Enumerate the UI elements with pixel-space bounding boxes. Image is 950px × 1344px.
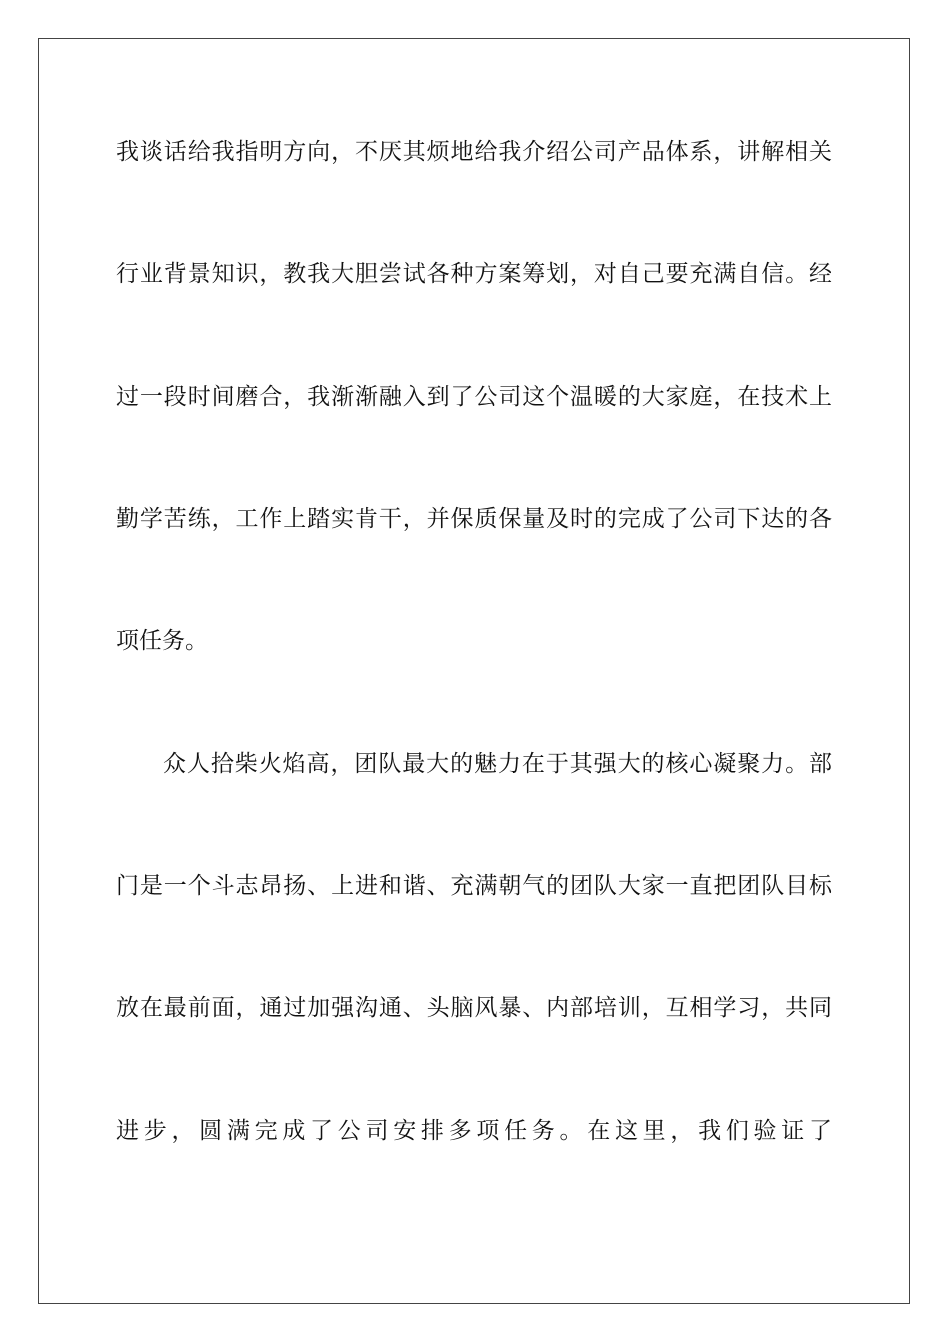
text-line: 我谈话给我指明方向，不厌其烦地给我介绍公司产品体系，讲解相关 <box>116 139 832 165</box>
text-line: 放在最前面，通过加强沟通、头脑风暴、内部培训，互相学习，共同 <box>116 995 832 1021</box>
text-line: 过一段时间磨合，我渐渐融入到了公司这个温暖的大家庭，在技术上 <box>116 384 832 410</box>
text-line: 门是一个斗志昂扬、上进和谐、充满朝气的团队大家一直把团队目标 <box>116 873 832 899</box>
text-line: 行业背景知识，教我大胆尝试各种方案筹划，对自己要充满自信。经 <box>116 261 832 287</box>
paragraph-first-line: 众人拾柴火焰高，团队最大的魅力在于其强大的核心凝聚力。部 <box>163 751 832 777</box>
text-line: 项任务。 <box>116 628 208 654</box>
text-line: 进步，圆满完成了公司安排多项任务。在这里，我们验证了 <box>116 1118 832 1144</box>
text-line: 勤学苦练，工作上踏实肯干，并保质保量及时的完成了公司下达的各 <box>116 506 832 532</box>
